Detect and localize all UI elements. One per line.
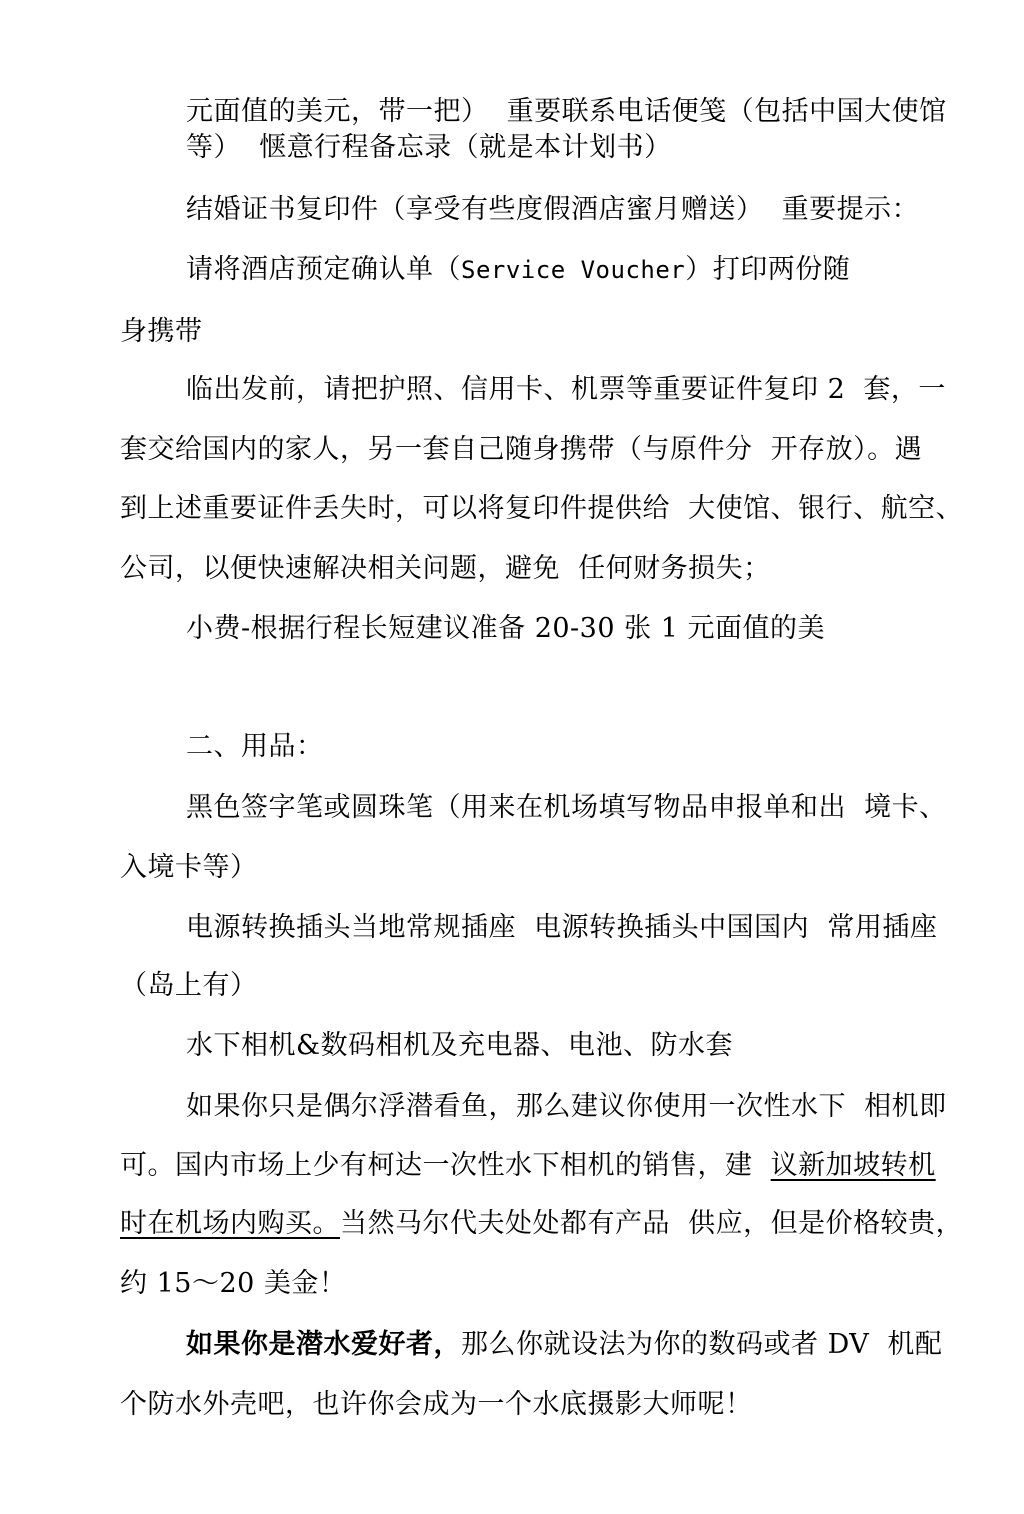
text-segment: 请将酒店预定确认单（ xyxy=(186,254,461,285)
service-voucher-term: Service Voucher xyxy=(461,256,686,284)
text-line: 小费-根据行程长短建议准备 20-30 张 1 元面值的美 xyxy=(186,613,825,644)
text-line: 套交给国内的家人，另一套自己随身携带（与原件分 开存放）。遇 xyxy=(120,434,923,465)
text-line: 约 15～20 美金！ xyxy=(120,1268,347,1299)
text-segment: ）打印两份随 xyxy=(685,254,851,285)
text-segment: 那么你就设法为你的数码或者 DV 机配 xyxy=(461,1329,943,1360)
text-segment: 可。国内市场上少有柯达一次性水下相机的销售，建 xyxy=(120,1150,771,1181)
text-line xyxy=(186,252,850,288)
text-line: （岛上有） xyxy=(120,970,258,1001)
text-line: 水下相机&数码相机及充电器、电池、防水套 xyxy=(186,1030,734,1061)
text-line: 公司，以便快速解决相关问题，避免 任何财务损失； xyxy=(120,553,771,584)
text-line: 个防水外壳吧，也许你会成为一个水底摄影大师呢！ xyxy=(120,1389,753,1420)
text-line xyxy=(120,1148,936,1184)
text-line: 电源转换插头当地常规插座 电源转换插头中国国内 常用插座 xyxy=(186,912,938,943)
underlined-text: 时在机场内购买。 xyxy=(120,1208,340,1239)
text-line xyxy=(120,1206,963,1242)
section-heading: 二、用品： xyxy=(186,731,324,762)
text-line xyxy=(186,1327,942,1363)
text-line: 入境卡等） xyxy=(120,852,258,883)
text-line: 等） 惬意行程备忘录（就是本计划书） xyxy=(186,132,672,163)
text-line: 身携带 xyxy=(120,316,203,347)
text-line: 黑色签字笔或圆珠笔（用来在机场填写物品申报单和出 境卡、 xyxy=(186,792,947,823)
text-line: 结婚证书复印件（享受有些度假酒店蜜月赠送） 重要提示： xyxy=(186,194,920,225)
text-line: 如果你只是偶尔浮潜看鱼，那么建议你使用一次性水下 相机即 xyxy=(186,1091,947,1122)
underlined-text: 议新加坡转机 xyxy=(770,1150,936,1181)
bold-text: 如果你是潜水爱好者， xyxy=(186,1329,461,1360)
text-line: 元面值的美元，带一把） 重要联系电话便笺（包括中国大使馆 xyxy=(186,96,947,127)
text-line: 到上述重要证件丢失时，可以将复印件提供给 大使馆、银行、航空、 xyxy=(120,493,964,524)
text-line: 临出发前，请把护照、信用卡、机票等重要证件复印 2 套，一 xyxy=(186,374,946,405)
text-segment: 当然马尔代夫处处都有产品 供应，但是价格较贵， xyxy=(340,1208,964,1239)
